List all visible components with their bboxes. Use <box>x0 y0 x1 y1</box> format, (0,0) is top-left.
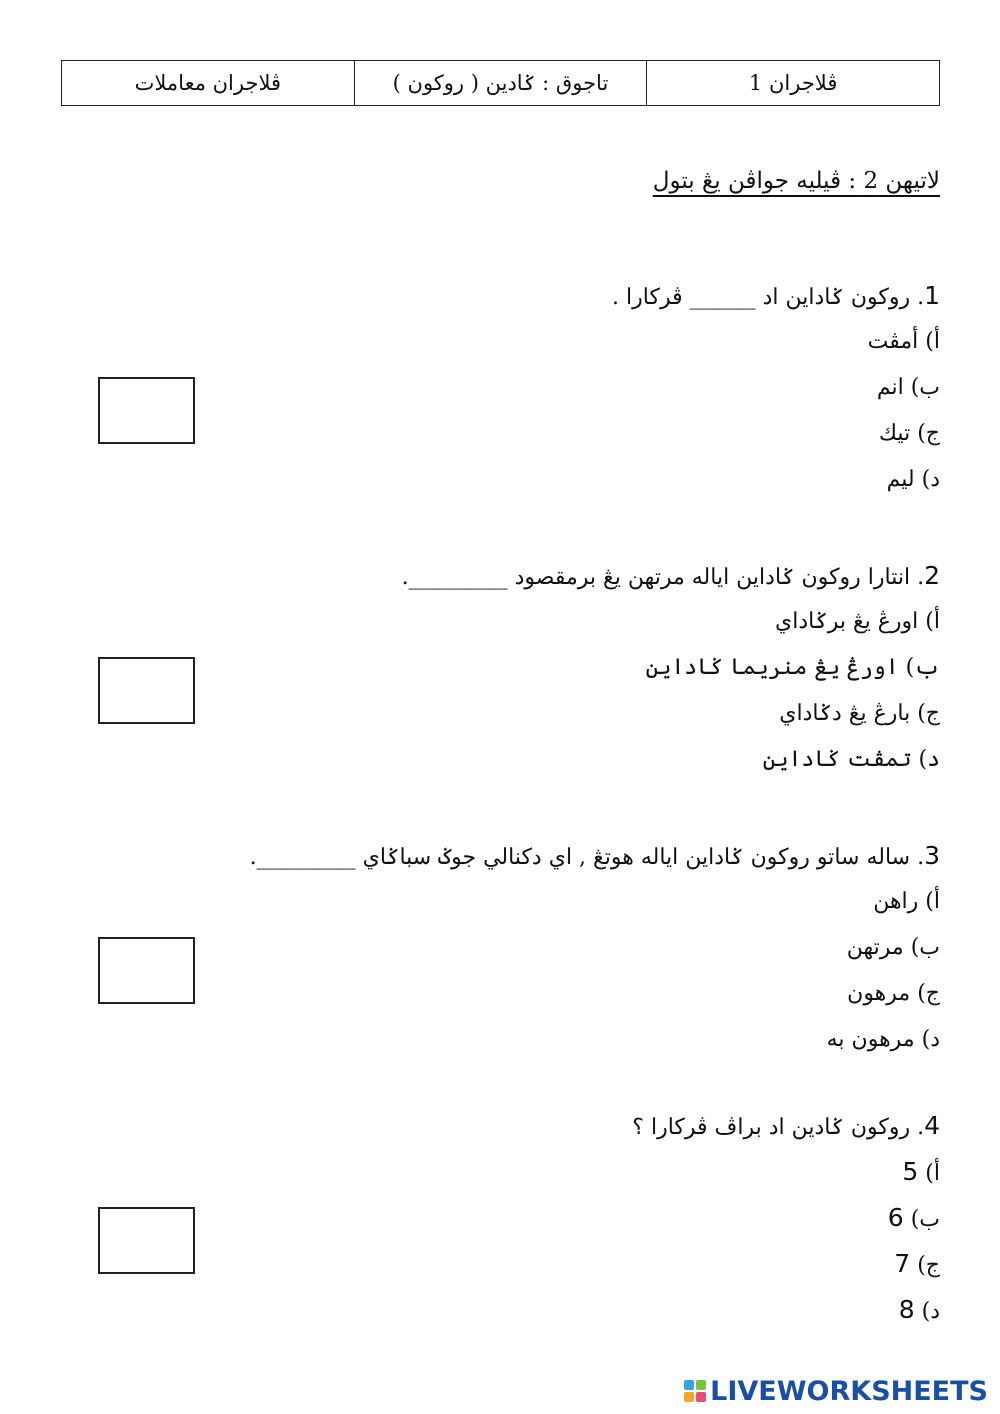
option-label: ج) <box>917 701 940 726</box>
logo-text: LIVEWORKSHEETS <box>710 1375 988 1407</box>
option-label: د) <box>921 1299 940 1324</box>
option-d <box>60 1287 940 1333</box>
option-text: 5 <box>902 1157 919 1186</box>
answer-box-2[interactable] <box>98 657 195 724</box>
question-stem: . روكون ݢادين اد براڤ ڤركارا ؟ <box>632 1115 925 1140</box>
option-text: ليم <box>886 467 915 492</box>
answer-box-1[interactable] <box>98 377 195 444</box>
option-text: أمڤت <box>867 329 919 354</box>
question-text <box>60 553 940 599</box>
option-text: اورڠ يڠ منريما ݢاداين <box>645 655 899 680</box>
instruction-title: لاتيهن 2 : ڤيليه جواڤن يڠ بتول <box>652 168 940 194</box>
option-d <box>60 737 940 783</box>
liveworksheets-logo <box>684 1374 988 1408</box>
option-a <box>60 599 940 645</box>
option-label: ب) <box>905 655 940 680</box>
option-label: ج) <box>917 1253 940 1278</box>
question-text <box>60 833 940 879</box>
header-cell-subject: ڤلاجران معاملات <box>62 61 355 106</box>
option-text: مرهون به <box>826 1027 915 1052</box>
option-text: اورڠ يڠ برݢاداي <box>775 609 919 634</box>
option-label: د) <box>921 467 940 492</box>
logo-square <box>696 1392 706 1402</box>
option-text: 7 <box>894 1249 911 1278</box>
question-number: 1 <box>924 281 940 310</box>
option-text: مرهون <box>847 981 911 1006</box>
logo-grid-icon <box>684 1380 706 1402</box>
question-number: 2 <box>924 561 940 590</box>
header-cell-lesson: ڤلاجران 1 <box>647 61 940 106</box>
option-label: ج) <box>917 981 940 1006</box>
question-text <box>60 1103 940 1149</box>
option-text: مرتهن <box>846 935 904 960</box>
option-a <box>60 319 940 365</box>
option-text: 6 <box>887 1203 904 1232</box>
question-stem: . ساله ساتو روكون ݢاداين اياله هوتڠ , اي دكنالي جوݢ سباݢاي _________. <box>249 845 925 870</box>
option-a <box>60 879 940 925</box>
option-label: د) <box>921 1027 940 1052</box>
option-text: انم <box>876 375 904 400</box>
option-label: د) <box>918 747 940 772</box>
question-number: 3 <box>924 841 940 870</box>
option-label: أ) <box>925 889 940 914</box>
logo-square <box>696 1380 706 1390</box>
option-label: أ) <box>925 1161 940 1186</box>
question-stem: . روكون ݢاداين اد ______ ڤركارا . <box>612 285 925 310</box>
option-text: بارڠ يڠ دݢاداي <box>779 701 911 726</box>
header-table <box>61 60 940 106</box>
option-label: ب) <box>910 1207 940 1232</box>
option-label: ب) <box>910 935 940 960</box>
answer-box-4[interactable] <box>98 1207 195 1274</box>
option-text: تيك <box>878 421 911 446</box>
question-number: 4 <box>924 1111 940 1140</box>
option-text: 8 <box>898 1295 915 1324</box>
logo-square <box>684 1380 694 1390</box>
option-a <box>60 1149 940 1195</box>
logo-square <box>684 1392 694 1402</box>
answer-box-3[interactable] <box>98 937 195 1004</box>
option-d <box>60 457 940 503</box>
option-label: أ) <box>925 329 940 354</box>
question-text <box>60 273 940 319</box>
option-text: راهن <box>873 889 919 914</box>
header-cell-topic: تاجوق : ݢادين ( روكون ) <box>354 61 647 106</box>
option-label: أ) <box>925 609 940 634</box>
option-label: ب) <box>910 375 940 400</box>
option-d <box>60 1017 940 1063</box>
option-label: ج) <box>917 421 940 446</box>
question-stem: . انتارا روكون ݢاداين اياله مرتهن يڠ برمقصود _________. <box>401 565 925 590</box>
option-text: تمڤت ݢاداين <box>762 747 912 772</box>
